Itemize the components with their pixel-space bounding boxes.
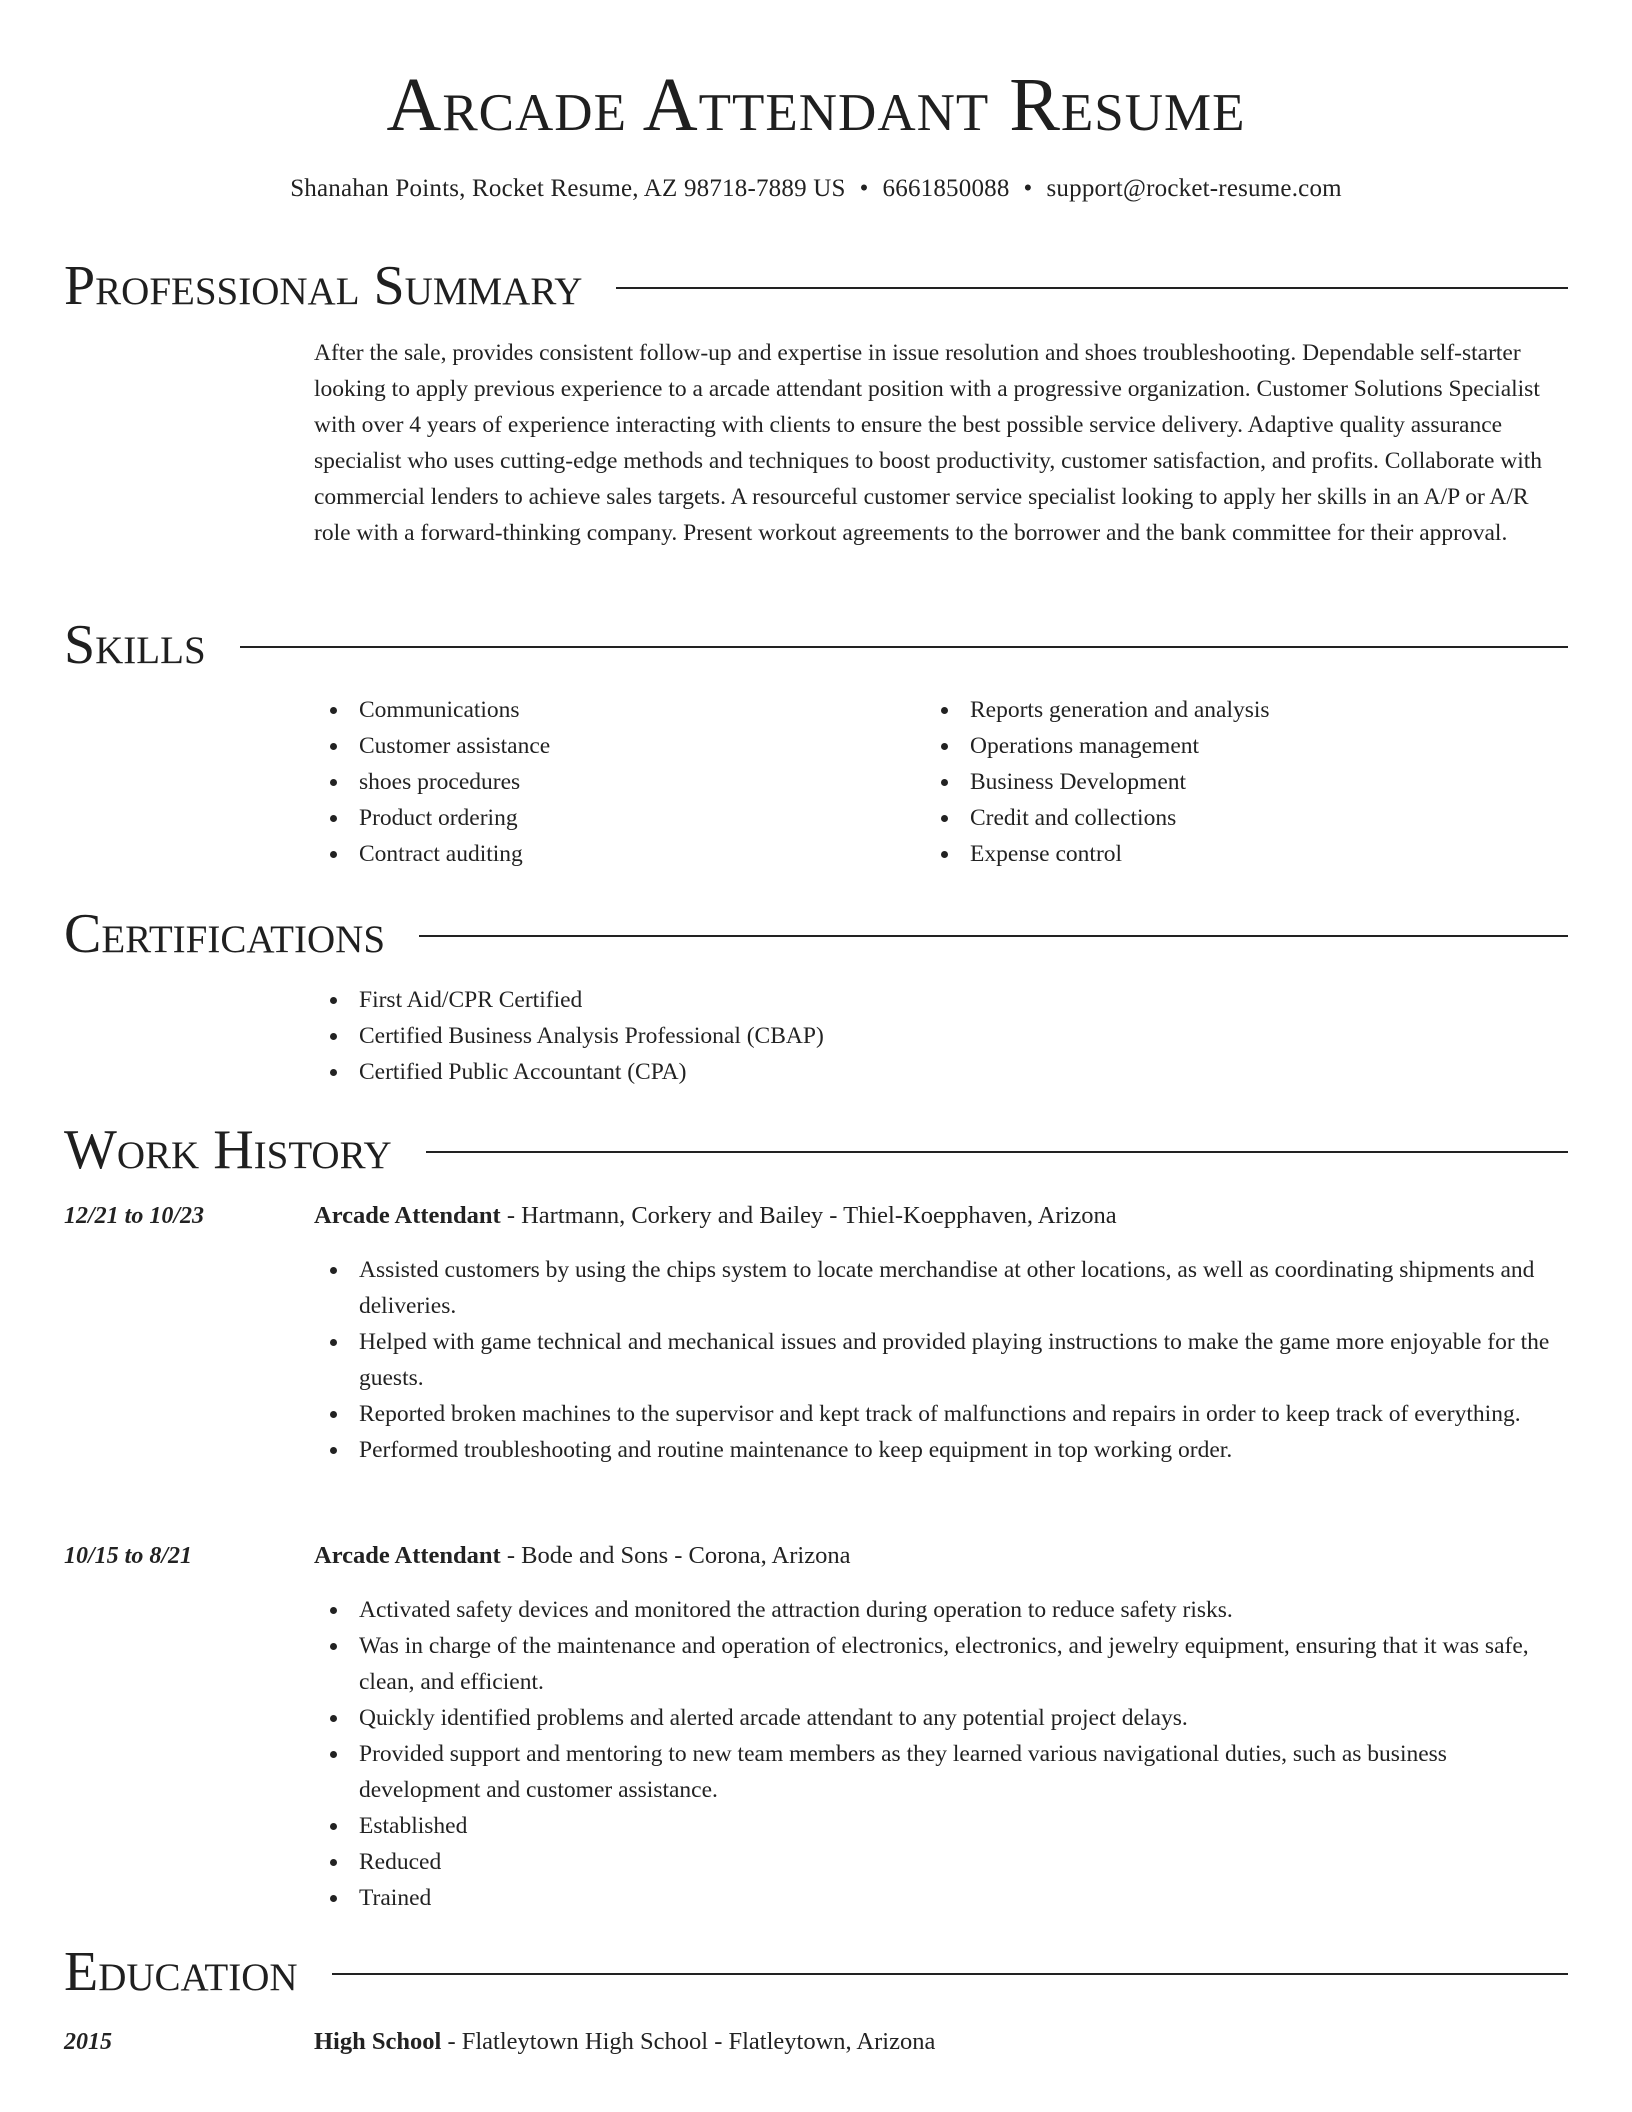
section-divider (616, 287, 1568, 289)
skill-item: Reports generation and analysis (925, 692, 1525, 728)
contact-email[interactable]: support@rocket-resume.com (1046, 175, 1342, 202)
section-professional-summary (64, 254, 1568, 318)
job-bullet: Was in charge of the maintenance and operation of electronics, electronics, and jewelry equipment, ensuring that it was safe, clean, and efficient. (314, 1628, 1574, 1700)
resume-title: Arcade Attendant Resume (386, 63, 1246, 147)
certification-item: First Aid/CPR Certified (314, 982, 1314, 1018)
summary-text: After the sale, provides consistent follow-up and expertise in issue resolution and shoes troubleshooting. Dependable self-starter looking to apply previous experience to a arcade attendant position with a progressive organization. Customer Solutions Specialist with over 4 years of experience interacting with clients to ensure the best possible service delivery. Adaptive quality assurance specialist who uses cutting-edge methods and techniques to boost productivity, customer satisfaction, and profits. Collaborate with commercial lenders to achieve sales targets. A resourceful customer service specialist looking to apply her skills in an A/P or A/R role with a forward-thinking company. Present workout agreements to the borrower and the bank committee for their approval. (314, 340, 1543, 546)
job-bullet: Quickly identified problems and alerted arcade attendant to any potential project delays. (314, 1700, 1574, 1736)
job-bullets (314, 1592, 1574, 1916)
skill-item: Expense control (925, 836, 1525, 872)
job-bullet: Activated safety devices and monitored the attraction during operation to reduce safety risks. (314, 1592, 1574, 1628)
certifications-list (314, 982, 1314, 1090)
job-bullets (314, 1252, 1574, 1468)
contact-line (0, 172, 1632, 206)
skill-item: shoes procedures (314, 764, 914, 800)
skills-column-left (314, 692, 914, 872)
job-date: 10/15 to 8/21 (64, 1543, 193, 1569)
job-bullet: Helped with game technical and mechanical issues and provided playing instructions to make the game more enjoyable for the guests. (314, 1324, 1574, 1396)
education-school: - Flatleytown High School - Flatleytown, Arizona (441, 2028, 936, 2055)
job-bullet: Reported broken machines to the supervisor and kept track of malfunctions and repairs in order to keep track of everything. (314, 1396, 1574, 1432)
job-bullet: Established (314, 1808, 1574, 1844)
job-bullet: Trained (314, 1880, 1574, 1916)
job-bullet: Performed troubleshooting and routine maintenance to keep equipment in top working order. (314, 1432, 1574, 1468)
contact-address: Shanahan Points, Rocket Resume, AZ 98718-7889 US (290, 175, 846, 202)
skill-item: Operations management (925, 728, 1525, 764)
education-degree: High School (314, 2028, 442, 2055)
skill-item: Product ordering (314, 800, 914, 836)
job-heading (314, 1198, 1117, 1234)
section-work-history (64, 1118, 1568, 1182)
section-heading: Professional Summary (64, 255, 583, 317)
section-divider (426, 1151, 1568, 1153)
job-bullet: Provided support and mentoring to new team members as they learned various navigational duties, such as business development and customer assistance. (314, 1736, 1574, 1808)
certification-item: Certified Public Accountant (CPA) (314, 1054, 1314, 1090)
skill-item: Business Development (925, 764, 1525, 800)
skill-item: Communications (314, 692, 914, 728)
job-title: Arcade Attendant (314, 1542, 501, 1569)
skills-column-right (925, 692, 1525, 872)
section-heading: Education (64, 1941, 298, 2003)
certification-item: Certified Business Analysis Professional (CBAP) (314, 1018, 1314, 1054)
education-heading (314, 2024, 935, 2060)
skill-item: Credit and collections (925, 800, 1525, 836)
skill-item: Contract auditing (314, 836, 914, 872)
section-skills (64, 613, 1568, 677)
section-divider (419, 935, 1568, 937)
contact-separator: • (859, 175, 869, 202)
section-heading: Skills (64, 614, 206, 676)
section-divider (332, 1973, 1568, 1975)
education-date: 2015 (64, 2029, 112, 2055)
job-bullet: Reduced (314, 1844, 1574, 1880)
section-education (64, 1940, 1568, 2004)
job-employer: - Bode and Sons - Corona, Arizona (500, 1542, 851, 1569)
job-bullet: Assisted customers by using the chips system to locate merchandise at other locations, as well as coordinating shipments and deliveries. (314, 1252, 1574, 1324)
job-employer: - Hartmann, Corkery and Bailey - Thiel-Koepphaven, Arizona (500, 1202, 1117, 1229)
job-heading (314, 1538, 850, 1574)
contact-separator: • (1023, 175, 1033, 202)
section-certifications (64, 902, 1568, 966)
section-heading: Work History (64, 1119, 392, 1181)
skill-item: Customer assistance (314, 728, 914, 764)
job-title: Arcade Attendant (314, 1202, 501, 1229)
section-heading: Certifications (64, 903, 386, 965)
section-divider (240, 646, 1568, 648)
job-date: 12/21 to 10/23 (64, 1203, 205, 1229)
contact-phone: 6661850088 (882, 175, 1010, 202)
